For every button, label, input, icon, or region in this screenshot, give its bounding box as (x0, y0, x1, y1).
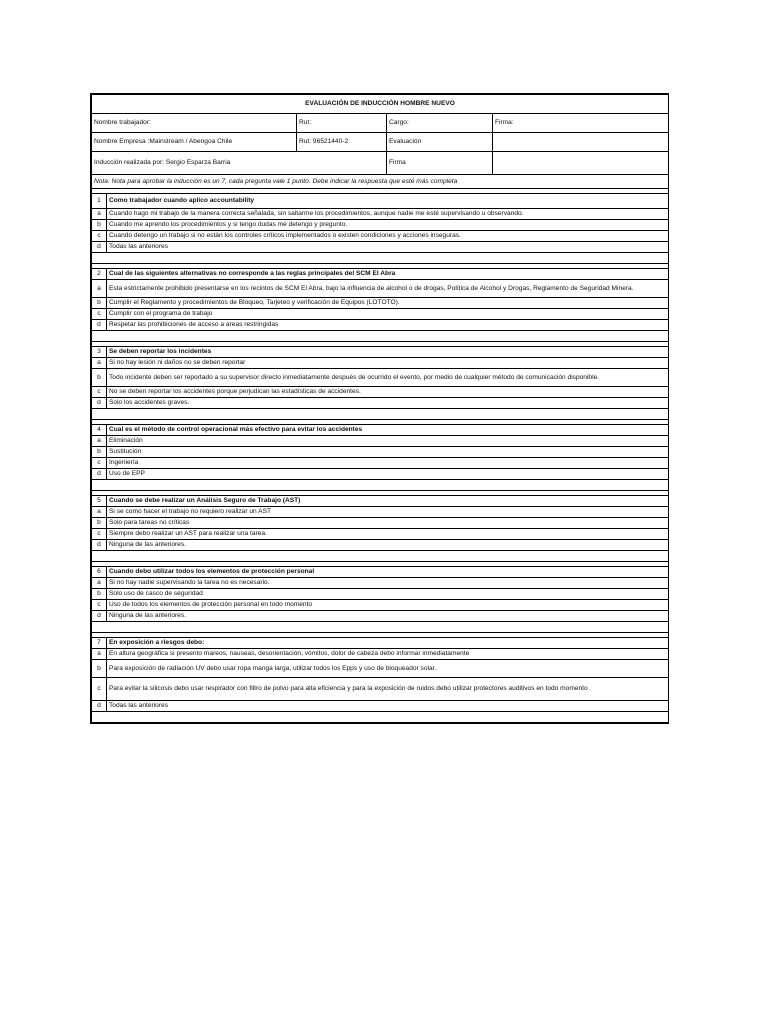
questions-section (92, 189, 669, 723)
option-row[interactable] (92, 660, 669, 678)
question-text: Cual de las siguientes alternativas no corresponde a las reglas principales del SCM El Abra (107, 269, 669, 280)
question-text: En exposición a riesgos debo: (107, 638, 669, 649)
blank-row (92, 712, 669, 723)
option-letter[interactable]: b (92, 589, 107, 600)
option-text[interactable]: Si se como hacer el trabajo no requiero realizar un AST (107, 507, 669, 518)
option-letter[interactable]: c (92, 309, 107, 320)
option-row[interactable] (92, 678, 669, 701)
option-row[interactable] (92, 447, 669, 458)
question-text: Cuando debo utilizar todos los elementos de protección personal (107, 567, 669, 578)
question-text: Cual es el método de control operacional más efectivo para evitar los accidentes (107, 425, 669, 436)
option-text[interactable]: Todas las anteriores (107, 242, 669, 253)
question-number: 2 (92, 269, 107, 280)
option-letter[interactable]: a (92, 358, 107, 369)
option-row[interactable] (92, 649, 669, 660)
option-row[interactable] (92, 529, 669, 540)
question-number: 4 (92, 425, 107, 436)
option-text[interactable]: Solo uso de casco de seguridad (107, 589, 669, 600)
option-letter[interactable]: d (92, 701, 107, 712)
option-row[interactable] (92, 320, 669, 331)
option-row[interactable] (92, 309, 669, 320)
option-letter[interactable]: d (92, 242, 107, 253)
worker-name-field[interactable]: Nombre trabajador: (92, 114, 297, 133)
inductor-signature-field[interactable] (493, 152, 669, 175)
option-text[interactable]: Solo los accidentes graves. (107, 398, 669, 409)
option-text[interactable]: No se deben reportar los accidentes porque perjudican las estadísticas de accidentes. (107, 387, 669, 398)
option-letter[interactable]: c (92, 529, 107, 540)
option-text[interactable]: Respetar las prohibiciones de acceso a areas restringidas (107, 320, 669, 331)
evaluation-score-field[interactable] (493, 133, 669, 152)
question-number: 7 (92, 638, 107, 649)
question-row (92, 194, 669, 209)
question-number: 1 (92, 194, 107, 209)
question-text: Se deben reportar los incidentes (107, 347, 669, 358)
option-letter[interactable]: c (92, 231, 107, 242)
evaluation-sheet (90, 93, 669, 724)
option-letter[interactable]: a (92, 436, 107, 447)
blank-row (92, 409, 669, 420)
question-row (92, 425, 669, 436)
option-row[interactable] (92, 507, 669, 518)
option-text[interactable]: Cuando hago mi trabajo de la manera correcta señalada, sin saltarme los procedimientos, aunque nadie me esté supervisando u observando. (107, 209, 669, 220)
option-row[interactable] (92, 458, 669, 469)
option-letter[interactable]: b (92, 298, 107, 309)
form-title: EVALUACIÓN DE INDUCCIÓN HOMBRE NUEVO (92, 95, 669, 114)
blank-row (92, 253, 669, 264)
option-letter[interactable]: d (92, 398, 107, 409)
question-row (92, 269, 669, 280)
blank-row (92, 480, 669, 491)
option-row[interactable] (92, 209, 669, 220)
option-text[interactable]: Ninguna de las anteriores. (107, 540, 669, 551)
option-text[interactable]: Todas las anteriores (107, 701, 669, 712)
inductor-signature-label: Firma (387, 152, 493, 175)
grading-note: Nota: Nota para aprobar la inducción es un 7, cada pregunta vale 1 punto. Debe indicar la respuesta que esté más completa (92, 175, 669, 189)
blank-row (92, 622, 669, 633)
option-text[interactable]: Si no hay nadie supervisando la tarea no es necesario. (107, 578, 669, 589)
option-row[interactable] (92, 369, 669, 387)
option-text[interactable]: Eliminación (107, 436, 669, 447)
option-text[interactable]: Cuando detengo un trabajo si no están los controles críticos implementados o existen condiciones y acciones inseguras. (107, 231, 669, 242)
evaluation-table (91, 94, 669, 723)
worker-rut-field[interactable]: Rut: (297, 114, 387, 133)
option-text[interactable]: Uso de todos los elementos de protección personal en todo momento (107, 600, 669, 611)
signature-field[interactable]: Firma: (493, 114, 669, 133)
question-number: 5 (92, 496, 107, 507)
option-letter[interactable]: d (92, 611, 107, 622)
option-row[interactable] (92, 611, 669, 622)
option-text[interactable]: Cuando me aprendo los procedimientos y si tengo dudas me detengo y pregunto. (107, 220, 669, 231)
option-row[interactable] (92, 701, 669, 712)
option-letter[interactable]: c (92, 678, 107, 701)
option-text[interactable]: Ninguna de las anteriores. (107, 611, 669, 622)
question-row (92, 638, 669, 649)
option-row[interactable] (92, 298, 669, 309)
option-text[interactable]: Cumplir con el programa de trabajo (107, 309, 669, 320)
company-rut: Rut: 96521440-2 (297, 133, 387, 152)
blank-row (92, 331, 669, 342)
option-row[interactable] (92, 242, 669, 253)
question-text: Como trabajador cuando aplico accountability (107, 194, 669, 209)
blank-row (92, 551, 669, 562)
option-row[interactable] (92, 589, 669, 600)
option-row[interactable] (92, 358, 669, 369)
option-row[interactable] (92, 280, 669, 298)
option-row[interactable] (92, 387, 669, 398)
option-letter[interactable]: b (92, 660, 107, 678)
option-text[interactable]: En altura geográfica si presento mareos, nauseas, desorientación, vómitos, dolor de cabeza debo informar inmediatamente (107, 649, 669, 660)
option-text[interactable]: Para evitar la silicosis debo usar respirador con filtro de polvo para alta eficiencia y para la exposición de ruidos debo utilizar protectores auditivos en todo momento (107, 678, 669, 701)
option-text[interactable]: Esta estrictamente prohibido presentarse en los recintos de SCM El Abra, bajo la influencia de alcohol o de drogas, Política de Alcohol y Drogas, Reglamento de Seguridad Minera. (107, 280, 669, 298)
option-text[interactable]: Sustitución (107, 447, 669, 458)
option-text[interactable]: Para exposición de radiación UV debo usar ropa manga larga, utilizar todos los Epps y uso de bloqueador solar. (107, 660, 669, 678)
option-letter[interactable]: d (92, 320, 107, 331)
option-text[interactable]: Todo incidente deben ser reportado a su supervisor directo inmediatamente después de ocurrido el evento, por medio de cualquier método de comunicación disponible. (107, 369, 669, 387)
option-text[interactable]: Si no hay lesión ni daños no se deben reportar (107, 358, 669, 369)
company-name: Nombre Empresa :Mainstream / Abengoa Chile (92, 133, 297, 152)
option-row[interactable] (92, 578, 669, 589)
option-letter[interactable]: b (92, 447, 107, 458)
option-row[interactable] (92, 540, 669, 551)
option-row[interactable] (92, 398, 669, 409)
question-row (92, 347, 669, 358)
question-row (92, 567, 669, 578)
option-text[interactable]: Solo para tareas no críticas (107, 518, 669, 529)
option-letter[interactable]: b (92, 220, 107, 231)
option-letter[interactable]: c (92, 387, 107, 398)
option-letter[interactable]: a (92, 209, 107, 220)
option-text[interactable]: Cumplir el Reglamento y procedimientos de Bloqueo, Tarjeteo y verificación de Equipos (LOTOTO). (107, 298, 669, 309)
option-letter[interactable]: a (92, 280, 107, 298)
cargo-field[interactable]: Cargo: (387, 114, 493, 133)
option-letter[interactable]: a (92, 578, 107, 589)
option-row[interactable] (92, 436, 669, 447)
option-letter[interactable]: a (92, 649, 107, 660)
option-text[interactable]: Siempre debo realizar un AST para realizar una tarea. (107, 529, 669, 540)
option-letter[interactable]: d (92, 469, 107, 480)
option-row[interactable] (92, 469, 669, 480)
option-letter[interactable]: c (92, 458, 107, 469)
option-letter[interactable]: b (92, 518, 107, 529)
option-text[interactable]: Uso de EPP (107, 469, 669, 480)
question-number: 3 (92, 347, 107, 358)
option-row[interactable] (92, 231, 669, 242)
question-text: Cuando se debe realizar un Análisis Seguro de Trabajo (AST) (107, 496, 669, 507)
option-letter[interactable]: c (92, 600, 107, 611)
option-text[interactable]: Ingeniería (107, 458, 669, 469)
inductor-name: Inducción realizada por: Sergio Esparza Barria (92, 152, 387, 175)
option-row[interactable] (92, 518, 669, 529)
option-letter[interactable]: a (92, 507, 107, 518)
question-row (92, 496, 669, 507)
option-letter[interactable]: d (92, 540, 107, 551)
option-letter[interactable]: b (92, 369, 107, 387)
question-number: 6 (92, 567, 107, 578)
evaluation-label: Evaluación (387, 133, 493, 152)
option-row[interactable] (92, 600, 669, 611)
option-row[interactable] (92, 220, 669, 231)
